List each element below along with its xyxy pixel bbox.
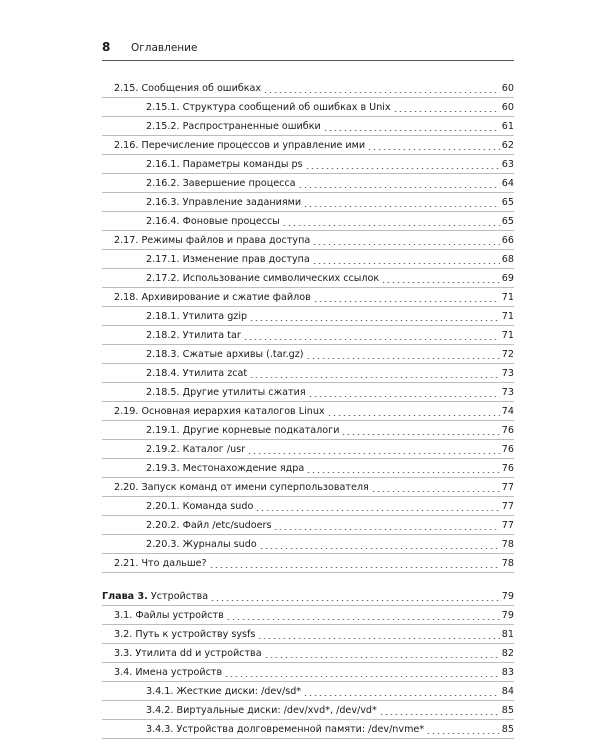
toc-entry-number: 2.19.3. — [146, 462, 180, 474]
toc-entry-number: 2.18.1. — [146, 310, 180, 322]
toc-entry-title — [146, 705, 377, 716]
toc-entry-page: 60 — [501, 101, 514, 113]
toc-entry-label: Журналы sudo — [182, 538, 257, 550]
dot-leader — [249, 311, 500, 321]
toc-entry-title — [146, 539, 257, 550]
toc-entry-title — [114, 406, 325, 417]
toc-entry-title — [146, 349, 304, 360]
toc-entry-title — [146, 686, 301, 697]
toc-entry-label: Завершение процесса — [182, 177, 296, 189]
toc-entry-title — [146, 197, 301, 208]
dot-leader — [312, 254, 500, 264]
toc-entry-number: 3.2. — [114, 628, 133, 640]
toc-entry[interactable] — [102, 136, 514, 155]
toc-entry-label: Что дальше? — [141, 557, 207, 569]
chapter-title — [102, 591, 208, 602]
chapter-name: Устройства — [150, 590, 209, 602]
toc-entry-label: Жесткие диски: /dev/sd* — [176, 685, 302, 697]
toc-entry[interactable] — [102, 720, 514, 739]
toc-entry[interactable] — [102, 497, 514, 516]
toc-entry[interactable] — [102, 117, 514, 136]
toc-entry[interactable] — [102, 212, 514, 231]
toc-entry-page: 76 — [501, 424, 514, 436]
toc-entry-label: Изменение прав доступа — [182, 253, 310, 265]
toc-entry-label: Фоновые процессы — [182, 215, 280, 227]
toc-entry[interactable] — [102, 535, 514, 554]
toc-entry-title — [114, 648, 262, 659]
toc-entry[interactable] — [102, 307, 514, 326]
toc-entry-title — [114, 667, 222, 678]
toc-entry-label: Структура сообщений об ошибках в Unix — [182, 101, 391, 113]
table-of-contents — [102, 79, 514, 739]
toc-entry[interactable] — [102, 625, 514, 644]
toc-entry-page: 66 — [501, 234, 514, 246]
toc-entry-title — [146, 724, 424, 735]
toc-entry-title — [146, 216, 280, 227]
toc-entry[interactable] — [102, 345, 514, 364]
toc-entry-label: Перечисление процессов и управление ими — [141, 139, 366, 151]
dot-leader — [306, 463, 500, 473]
toc-entry-page: 72 — [501, 348, 514, 360]
toc-entry-number: 2.19.1. — [146, 424, 180, 436]
toc-entry[interactable] — [102, 402, 514, 421]
toc-entry-title — [146, 102, 391, 113]
toc-entry-label: Утилита zcat — [182, 367, 248, 379]
dot-leader — [257, 629, 499, 639]
toc-entry-number: 2.15.1. — [146, 101, 180, 113]
toc-entry-title — [114, 610, 224, 621]
running-header — [102, 40, 514, 60]
toc-entry-page: 79 — [501, 609, 514, 621]
dot-leader — [259, 539, 500, 549]
toc-entry[interactable] — [102, 364, 514, 383]
toc-entry-title — [146, 254, 310, 265]
toc-entry-number: 2.21. — [114, 557, 139, 569]
toc-entry-number: 2.16.3. — [146, 196, 180, 208]
dot-leader — [273, 520, 499, 530]
toc-entry-number: 3.4.3. — [146, 723, 174, 735]
toc-entry-number: 2.20. — [114, 481, 139, 493]
dot-leader — [226, 610, 500, 620]
toc-entry-number: 2.18.5. — [146, 386, 180, 398]
toc-entry-number: 2.19.2. — [146, 443, 180, 455]
toc-entry-page: 77 — [501, 519, 514, 531]
toc-entry-label: Утилита tar — [182, 329, 241, 341]
dot-leader — [379, 705, 500, 715]
toc-entry-number: 2.16.1. — [146, 158, 180, 170]
dot-leader — [367, 140, 500, 150]
toc-entry-number: 2.20.3. — [146, 538, 180, 550]
chapter-label: Глава 3. — [102, 590, 148, 602]
toc-chapter-entry[interactable] — [102, 587, 514, 606]
toc-entry-page: 60 — [501, 82, 514, 94]
dot-leader — [263, 83, 500, 93]
toc-entry-number: 3.3. — [114, 647, 133, 659]
toc-entry-title — [146, 501, 253, 512]
toc-entry-title — [114, 482, 369, 493]
toc-entry-title — [146, 121, 321, 132]
toc-entry-label: Режимы файлов и права доступа — [141, 234, 311, 246]
toc-entry-page: 82 — [501, 647, 514, 659]
toc-entry-number: 2.18.3. — [146, 348, 180, 360]
toc-entry-number: 2.15.2. — [146, 120, 180, 132]
toc-entry-number: 2.18.2. — [146, 329, 180, 341]
toc-entry-number: 2.18. — [114, 291, 139, 303]
toc-entry-title — [146, 273, 379, 284]
toc-entry[interactable] — [102, 606, 514, 625]
toc-entry[interactable] — [102, 440, 514, 459]
dot-leader — [264, 648, 500, 658]
running-title: Оглавление — [131, 42, 198, 54]
dot-leader — [393, 102, 500, 112]
dot-leader — [303, 197, 500, 207]
toc-entry-label: Имена устройств — [135, 666, 223, 678]
toc-entry[interactable] — [102, 174, 514, 193]
toc-entry-page: 73 — [501, 386, 514, 398]
chapter-section-list — [102, 606, 514, 739]
toc-entry-label: Распространенные ошибки — [182, 120, 321, 132]
toc-entry-title — [146, 463, 304, 474]
toc-entry[interactable] — [102, 288, 514, 307]
toc-entry-page: 71 — [501, 291, 514, 303]
toc-entry-page: 69 — [501, 272, 514, 284]
dot-leader — [308, 387, 500, 397]
toc-entry-page: 85 — [501, 723, 514, 735]
toc-entry-page: 74 — [501, 405, 514, 417]
toc-entry-title — [146, 387, 306, 398]
toc-entry-label: Устройства долговременной памяти: /dev/nvme* — [176, 723, 425, 735]
toc-entry-title — [114, 235, 310, 246]
toc-entry-page: 64 — [501, 177, 514, 189]
toc-entry-number: 3.4.1. — [146, 685, 174, 697]
toc-entry-number: 2.16. — [114, 139, 139, 151]
toc-entry-title — [146, 330, 241, 341]
toc-entry-number: 2.19. — [114, 405, 139, 417]
toc-entry[interactable] — [102, 193, 514, 212]
toc-entry[interactable] — [102, 250, 514, 269]
toc-entry[interactable] — [102, 644, 514, 663]
dot-leader — [312, 235, 500, 245]
dot-leader — [341, 425, 499, 435]
toc-entry[interactable] — [102, 516, 514, 535]
toc-entry[interactable] — [102, 421, 514, 440]
toc-entry-number: 2.17. — [114, 234, 139, 246]
page-number: 8 — [102, 40, 111, 54]
toc-entry-page: 61 — [501, 120, 514, 132]
dot-leader — [323, 121, 500, 131]
toc-entry-page: 78 — [501, 557, 514, 569]
dot-leader — [247, 444, 500, 454]
toc-entry[interactable] — [102, 554, 514, 573]
toc-entry-page: 77 — [501, 481, 514, 493]
toc-entry-number: 2.15. — [114, 82, 139, 94]
chapter-page: 79 — [501, 590, 514, 602]
toc-entry-page: 76 — [501, 462, 514, 474]
toc-entry-label: Файлы устройств — [135, 609, 224, 621]
toc-entry-number: 3.1. — [114, 609, 133, 621]
toc-entry[interactable] — [102, 459, 514, 478]
toc-entry-label: Сжатые архивы (.tar.gz) — [182, 348, 304, 360]
dot-leader — [327, 406, 500, 416]
toc-entry-label: Команда sudo — [182, 500, 254, 512]
toc-entry-label: Другие корневые подкаталоги — [182, 424, 340, 436]
toc-entry-page: 84 — [501, 685, 514, 697]
toc-entry[interactable] — [102, 326, 514, 345]
dot-leader — [243, 330, 500, 340]
toc-entry-label: Сообщения об ошибках — [141, 82, 262, 94]
toc-entry-page: 65 — [501, 196, 514, 208]
toc-entry-label: Файл /etc/sudoers — [182, 519, 272, 531]
toc-entry-number: 3.4. — [114, 666, 133, 678]
toc-entry-title — [146, 520, 271, 531]
toc-entry[interactable] — [102, 663, 514, 682]
dot-leader — [282, 216, 500, 226]
toc-entry[interactable] — [102, 682, 514, 701]
dot-leader — [381, 273, 500, 283]
toc-entry-number: 2.17.2. — [146, 272, 180, 284]
toc-entry-page: 71 — [501, 310, 514, 322]
toc-entry-title — [114, 140, 365, 151]
toc-entry-title — [114, 292, 311, 303]
toc-entry-page: 68 — [501, 253, 514, 265]
toc-entry-title — [146, 178, 296, 189]
toc-entry-label: Управление заданиями — [182, 196, 302, 208]
dot-leader — [249, 368, 500, 378]
dot-leader — [305, 159, 500, 169]
toc-entry[interactable] — [102, 478, 514, 497]
dot-leader — [298, 178, 500, 188]
toc-entry-title — [146, 159, 303, 170]
toc-entry[interactable] — [102, 231, 514, 250]
dot-leader — [255, 501, 499, 511]
toc-entry-number: 2.16.4. — [146, 215, 180, 227]
toc-entry-label: Параметры команды ps — [182, 158, 303, 170]
toc-entry-page: 81 — [501, 628, 514, 640]
toc-entry-page: 76 — [501, 443, 514, 455]
toc-entry-label: Другие утилиты сжатия — [182, 386, 306, 398]
toc-entry[interactable] — [102, 701, 514, 720]
toc-entry[interactable] — [102, 383, 514, 402]
section-list — [102, 79, 514, 573]
toc-entry[interactable] — [102, 269, 514, 288]
dot-leader — [313, 292, 500, 302]
toc-entry-page: 65 — [501, 215, 514, 227]
toc-entry-title — [146, 368, 247, 379]
toc-entry-page: 83 — [501, 666, 514, 678]
toc-entry-label: Утилита dd и устройства — [135, 647, 262, 659]
toc-entry-number: 2.18.4. — [146, 367, 180, 379]
toc-entry-label: Использование символических ссылок — [182, 272, 380, 284]
toc-entry-label: Запуск команд от имени суперпользователя — [141, 481, 369, 493]
toc-entry-number: 2.20.1. — [146, 500, 180, 512]
toc-entry[interactable] — [102, 98, 514, 117]
dot-leader — [210, 591, 500, 601]
toc-entry-title — [114, 83, 261, 94]
dot-leader — [303, 686, 500, 696]
toc-entry-title — [146, 444, 245, 455]
toc-entry-label: Каталог /usr — [182, 443, 246, 455]
toc-entry-number: 2.16.2. — [146, 177, 180, 189]
toc-entry[interactable] — [102, 79, 514, 98]
chapter-gap — [102, 573, 514, 587]
toc-entry-page: 63 — [501, 158, 514, 170]
toc-entry[interactable] — [102, 155, 514, 174]
toc-entry-label: Утилита gzip — [182, 310, 248, 322]
toc-entry-label: Местонахождение ядра — [182, 462, 305, 474]
toc-entry-title — [146, 311, 247, 322]
toc-entry-label: Путь к устройству sysfs — [135, 628, 256, 640]
header-divider — [102, 60, 514, 61]
toc-entry-label: Архивирование и сжатие файлов — [141, 291, 311, 303]
toc-entry-number: 3.4.2. — [146, 704, 174, 716]
toc-entry-number: 2.17.1. — [146, 253, 180, 265]
toc-entry-page: 71 — [501, 329, 514, 341]
dot-leader — [371, 482, 500, 492]
dot-leader — [209, 558, 500, 568]
toc-entry-page: 62 — [501, 139, 514, 151]
toc-entry-label: Основная иерархия каталогов Linux — [141, 405, 325, 417]
dot-leader — [224, 667, 500, 677]
toc-entry-page: 78 — [501, 538, 514, 550]
toc-entry-title — [114, 558, 207, 569]
toc-entry-label: Виртуальные диски: /dev/xvd*, /dev/vd* — [176, 704, 377, 716]
dot-leader — [306, 349, 500, 359]
toc-entry-page: 85 — [501, 704, 514, 716]
dot-leader — [426, 724, 500, 734]
toc-entry-number: 2.20.2. — [146, 519, 180, 531]
toc-entry-page: 77 — [501, 500, 514, 512]
toc-entry-page: 73 — [501, 367, 514, 379]
toc-entry-title — [114, 629, 255, 640]
toc-entry-title — [146, 425, 339, 436]
